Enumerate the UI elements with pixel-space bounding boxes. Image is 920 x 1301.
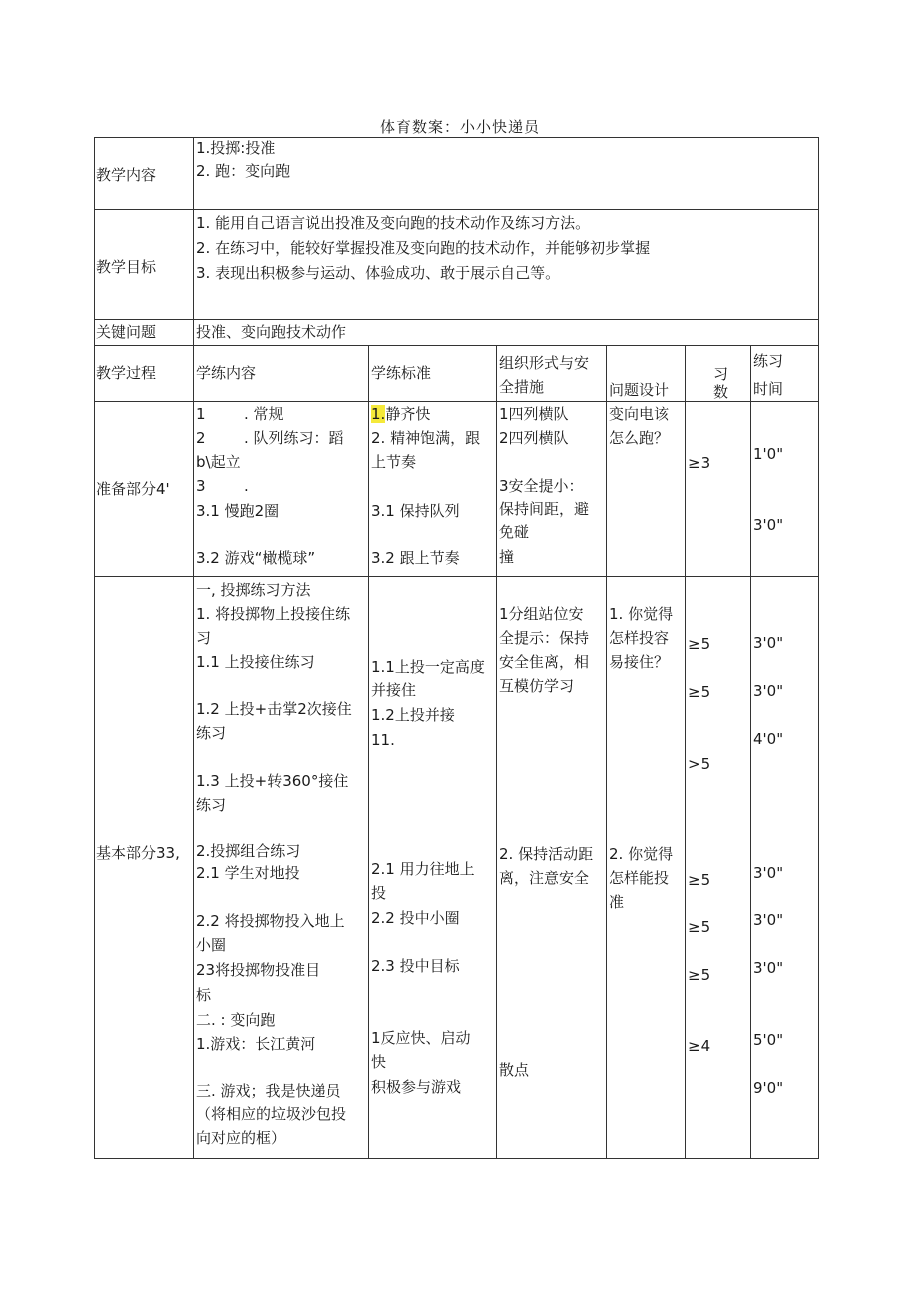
table-border bbox=[818, 137, 819, 1158]
table-rule bbox=[193, 137, 194, 1158]
basic-question: 易接住？ bbox=[609, 653, 670, 671]
prep-content: 1 bbox=[196, 405, 206, 423]
basic-question: 怎样能投 bbox=[609, 869, 670, 887]
prep-org: 撞 bbox=[499, 548, 515, 566]
table-rule bbox=[94, 401, 819, 402]
prep-org: 3安全提小： bbox=[499, 477, 584, 495]
prep-content: 3 bbox=[196, 477, 206, 495]
table-border bbox=[94, 137, 95, 1158]
basic-standard: 投 bbox=[371, 884, 387, 902]
basic-content: 23将投掷物投准目 bbox=[196, 961, 321, 979]
basic-content: 1.游戏：长江黄河 bbox=[196, 1035, 316, 1053]
basic-standard: 2.2 投中小圈 bbox=[371, 909, 460, 927]
basic-content: 2.投掷组合练习 bbox=[196, 842, 301, 860]
header-count: 数 bbox=[713, 383, 729, 401]
row-label-content: 教学内容 bbox=[96, 166, 157, 184]
prep-org: 1四列横队 bbox=[499, 405, 569, 423]
prep-time: 1'0" bbox=[753, 445, 784, 463]
basic-content: 1.3 上投+转360°接住 bbox=[196, 772, 349, 790]
prep-standard: 2. 精神饱满，跟 bbox=[371, 429, 481, 447]
basic-org: 互模仿学习 bbox=[499, 677, 575, 695]
basic-content: 2.2 将投掷物投入地上 bbox=[196, 912, 345, 930]
prep-label: 准备部分4' bbox=[96, 480, 170, 498]
basic-content: 1. 将投掷物上投接住练 bbox=[196, 605, 351, 623]
row-label-goals: 教学目标 bbox=[96, 258, 157, 276]
header-standard: 学练标准 bbox=[371, 364, 432, 382]
basic-org: 1分组站位安 bbox=[499, 605, 584, 623]
header-count: 习 bbox=[713, 365, 729, 383]
basic-count: ≥5 bbox=[688, 871, 711, 889]
goal-line: 1. 能用自己语言说出投准及变向跑的技术动作及练习方法。 bbox=[196, 214, 591, 232]
basic-question: 准 bbox=[609, 893, 625, 911]
prep-org: 免碰 bbox=[499, 523, 530, 541]
table-rule bbox=[685, 345, 686, 1158]
basic-count: ≥5 bbox=[688, 683, 711, 701]
row-label-key: 关键问题 bbox=[96, 323, 157, 341]
basic-org: 离，注意安全 bbox=[499, 869, 590, 887]
basic-time: 5'0" bbox=[753, 1031, 784, 1049]
goal-line: 3. 表现出积极参与运动、体验成功、敢于展示自己等。 bbox=[196, 264, 561, 282]
table-rule bbox=[94, 319, 819, 320]
basic-content: （将相应的垃圾沙包投 bbox=[196, 1105, 347, 1123]
content-line: 2. 跑：变向跑 bbox=[196, 162, 291, 180]
prep-count: ≥3 bbox=[688, 454, 711, 472]
basic-label: 基本部分33, bbox=[96, 844, 180, 862]
basic-content: 1.1 上投接住练习 bbox=[196, 653, 315, 671]
basic-content: 标 bbox=[196, 986, 212, 1004]
basic-standard: 1.2上投并接 bbox=[371, 706, 455, 724]
basic-content: 习 bbox=[196, 629, 212, 647]
basic-standard: 2.1 用力往地上 bbox=[371, 860, 475, 878]
basic-question: 1. 你觉得 bbox=[609, 605, 674, 623]
basic-content: 2.1 学生对地投 bbox=[196, 864, 300, 882]
prep-standard: 上节奏 bbox=[371, 453, 417, 471]
basic-standard: 快 bbox=[371, 1053, 387, 1071]
basic-standard: 2.3 投中目标 bbox=[371, 957, 460, 975]
content-line: 1.投掷:投准 bbox=[196, 139, 276, 157]
basic-content: 小圈 bbox=[196, 936, 227, 954]
prep-standard: 3.1 保持队列 bbox=[371, 502, 460, 520]
basic-time: 3'0" bbox=[753, 959, 784, 977]
basic-question: 2. 你觉得 bbox=[609, 845, 674, 863]
basic-content: 练习 bbox=[196, 724, 227, 742]
header-time: 时间 bbox=[753, 380, 784, 398]
basic-content: 向对应的框） bbox=[196, 1129, 287, 1147]
prep-content: 2 bbox=[196, 429, 206, 447]
basic-standard: 11. bbox=[371, 731, 395, 749]
basic-time: 3'0" bbox=[753, 911, 784, 929]
basic-time: 3'0" bbox=[753, 682, 784, 700]
basic-time: 3'0" bbox=[753, 634, 784, 652]
prep-content: . bbox=[244, 477, 249, 495]
prep-content: . 队列练习：蹈 bbox=[244, 429, 344, 447]
highlight-mark: 1. bbox=[371, 405, 386, 423]
header-org: 组织形式与安 bbox=[499, 354, 590, 372]
basic-org: 安全隹离，相 bbox=[499, 653, 590, 671]
basic-standard: 1.1上投一定高度 bbox=[371, 658, 485, 676]
basic-time: 9'0" bbox=[753, 1079, 784, 1097]
basic-content: 1.2 上投+击掌2次接住 bbox=[196, 700, 352, 718]
prep-org: 2四列横队 bbox=[499, 429, 569, 447]
goal-line: 2. 在练习中，能较好掌握投准及变向跑的技术动作，并能够初步掌握 bbox=[196, 239, 651, 257]
table-rule bbox=[496, 345, 497, 1158]
header-content: 学练内容 bbox=[196, 364, 257, 382]
table-rule bbox=[94, 209, 819, 210]
basic-content: 一, 投掷练习方法 bbox=[196, 581, 311, 599]
header-org: 全措施 bbox=[499, 378, 545, 396]
basic-count: >5 bbox=[688, 755, 711, 773]
table-rule bbox=[368, 345, 369, 1158]
table-border bbox=[94, 1158, 819, 1159]
prep-question: 怎么跑？ bbox=[609, 429, 670, 447]
basic-time: 4'0" bbox=[753, 730, 784, 748]
basic-org: 散点 bbox=[499, 1061, 530, 1079]
prep-standard: 1.静齐快 bbox=[371, 405, 431, 423]
page-title: 体育数案：小小快递员 bbox=[379, 118, 540, 136]
basic-count: ≥5 bbox=[688, 635, 711, 653]
header-process: 教学过程 bbox=[96, 364, 157, 382]
basic-time: 3'0" bbox=[753, 864, 784, 882]
basic-org: 全提示：保持 bbox=[499, 629, 590, 647]
prep-standard: 3.2 跟上节奏 bbox=[371, 549, 460, 567]
header-time: 练习 bbox=[753, 352, 784, 370]
prep-content: . 常规 bbox=[244, 405, 284, 423]
table-rule bbox=[750, 345, 751, 1158]
basic-org: 2. 保持活动距 bbox=[499, 845, 594, 863]
basic-standard: 积极参与游戏 bbox=[371, 1078, 462, 1096]
basic-content: 练习 bbox=[196, 796, 227, 814]
key-text: 投准、变向跑技术动作 bbox=[196, 323, 347, 341]
basic-count: ≥4 bbox=[688, 1037, 711, 1055]
prep-time: 3'0" bbox=[753, 516, 784, 534]
prep-content: 3.1 慢跑2圈 bbox=[196, 502, 280, 520]
prep-content: 3.2 游戏“橄榄球” bbox=[196, 549, 316, 567]
table-rule bbox=[94, 345, 819, 346]
basic-question: 怎样投容 bbox=[609, 629, 670, 647]
prep-content: b\起立 bbox=[196, 453, 241, 471]
table-rule bbox=[606, 345, 607, 1158]
basic-count: ≥5 bbox=[688, 966, 711, 984]
basic-content: 三. 游戏；我是快递员 bbox=[196, 1082, 341, 1100]
header-question: 问题设计 bbox=[609, 381, 670, 399]
basic-standard: 并接住 bbox=[371, 681, 417, 699]
prep-org: 保持间距，避 bbox=[499, 500, 590, 518]
table-rule bbox=[94, 576, 819, 577]
prep-question: 变向电该 bbox=[609, 405, 670, 423]
basic-standard: 1反应快、启动 bbox=[371, 1029, 471, 1047]
basic-content: 二. : 变向跑 bbox=[196, 1011, 276, 1029]
basic-count: ≥5 bbox=[688, 918, 711, 936]
